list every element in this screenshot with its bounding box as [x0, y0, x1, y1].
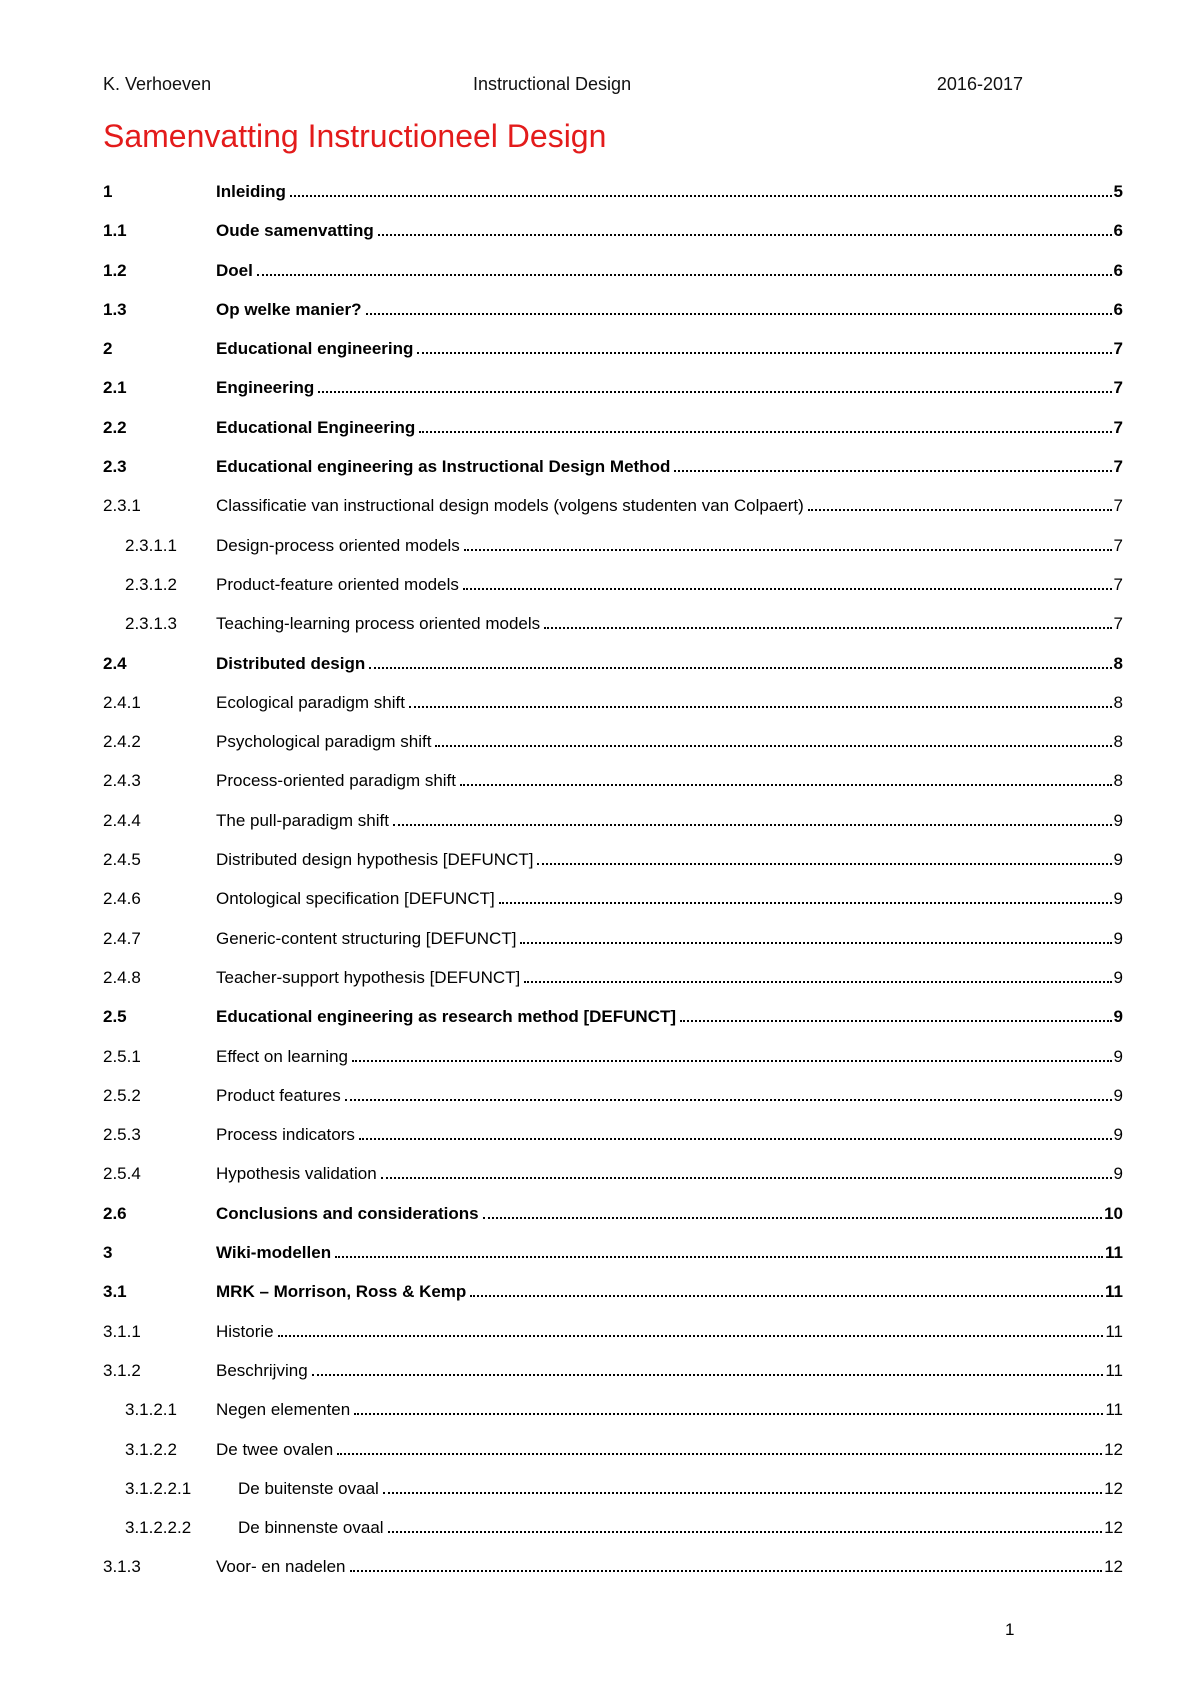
toc-entry-page: 7 [1113, 496, 1123, 516]
toc-entry-line [216, 535, 1123, 557]
toc-entry-line [216, 1556, 1123, 1578]
header-year: 2016-2017 [936, 74, 1023, 94]
toc-dot-leader [359, 1137, 1112, 1140]
toc-entry-page: 6 [1113, 299, 1123, 319]
toc-entry[interactable] [103, 846, 1123, 885]
toc-entry-label: Ecological paradigm shift [216, 692, 405, 712]
toc-entry-line [216, 338, 1123, 360]
toc-entry[interactable] [103, 650, 1123, 689]
toc-entry-label: Historie [216, 1321, 274, 1341]
toc-dot-leader [463, 587, 1112, 590]
toc-entry-label: Teaching-learning process oriented models [216, 614, 541, 634]
toc-entry-page: 11 [1105, 1400, 1123, 1420]
toc-entry-line [216, 692, 1123, 714]
toc-entry-page: 6 [1113, 221, 1123, 241]
toc-dot-leader [345, 1098, 1112, 1101]
toc-entry[interactable] [103, 807, 1123, 846]
toc-entry-line [216, 731, 1123, 753]
toc-entry[interactable] [103, 885, 1123, 924]
document-title: Samenvatting Instructioneel Design [103, 118, 607, 154]
toc-entry-line [216, 770, 1123, 792]
toc-entry-number: 2.3.1.3 [125, 614, 177, 634]
toc-entry-label: Teacher-support hypothesis [DEFUNCT] [216, 967, 521, 987]
toc-entry-number: 2.5.1 [103, 1046, 141, 1066]
toc-dot-leader [393, 823, 1112, 826]
page-header [103, 74, 1023, 100]
toc-entry-number: 2.3 [103, 457, 127, 477]
toc-entry-label: Engineering [216, 378, 315, 398]
toc-entry-label: Educational engineering [216, 339, 414, 359]
toc-entry-page: 11 [1105, 1282, 1123, 1302]
toc-entry-line [216, 574, 1123, 596]
toc-dot-leader [335, 1255, 1103, 1258]
toc-dot-leader [383, 1491, 1102, 1494]
toc-entry[interactable] [103, 728, 1123, 767]
toc-dot-leader [499, 901, 1112, 904]
toc-entry-number: 2.4.5 [103, 850, 141, 870]
toc-entry[interactable] [103, 1357, 1123, 1396]
toc-entry[interactable] [103, 1318, 1123, 1357]
toc-entry-label: Design-process oriented models [216, 535, 460, 555]
toc-dot-leader [409, 705, 1112, 708]
toc-dot-leader [544, 626, 1111, 629]
toc-entry-line [216, 377, 1123, 399]
toc-dot-leader [350, 1569, 1103, 1572]
toc-entry-number: 2.4.6 [103, 889, 141, 909]
toc-entry-line [216, 456, 1123, 478]
toc-entry-number: 1.3 [103, 299, 127, 319]
toc-entry-label: De buitenste ovaal [238, 1478, 379, 1498]
toc-entry-page: 9 [1113, 1085, 1123, 1105]
toc-entry[interactable] [103, 767, 1123, 806]
toc-entry-number: 1 [103, 182, 113, 201]
toc-entry-line [216, 1006, 1123, 1028]
toc-entry-page: 11 [1105, 1243, 1123, 1263]
toc-entry-page: 12 [1104, 1518, 1123, 1538]
toc-entry[interactable] [103, 257, 1123, 296]
toc-entry-page: 11 [1105, 1321, 1123, 1341]
toc-entry[interactable] [103, 1396, 1123, 1435]
toc-entry-page: 12 [1104, 1557, 1123, 1577]
header-course: Instructional Design [473, 74, 632, 94]
toc-entry-page: 10 [1104, 1203, 1123, 1223]
toc-dot-leader [674, 469, 1111, 472]
toc-entry-label: Beschrijving [216, 1360, 308, 1380]
toc-entry-line [216, 967, 1123, 989]
toc-entry-line [216, 495, 1123, 517]
toc-entry-line [216, 1046, 1123, 1068]
toc-dot-leader [337, 1452, 1102, 1455]
toc-entry-page: 7 [1113, 574, 1123, 594]
toc-entry[interactable] [103, 689, 1123, 728]
toc-entry-line [216, 1124, 1123, 1146]
toc-entry-number: 2.4.2 [103, 732, 141, 752]
toc-entry[interactable] [103, 1121, 1123, 1160]
toc-dot-leader [537, 862, 1111, 865]
toc-entry-page: 5 [1113, 182, 1123, 201]
toc-entry-label: Distributed design [216, 653, 366, 673]
toc-entry[interactable] [103, 532, 1123, 571]
toc-entry-number: 3.1.2 [103, 1360, 141, 1380]
toc-entry-line [216, 653, 1123, 675]
toc-entry-label: MRK – Morrison, Ross & Kemp [216, 1282, 467, 1302]
toc-entry-label: The pull-paradigm shift [216, 810, 389, 830]
toc-entry-number: 3.1.2.2.1 [125, 1478, 192, 1498]
toc-entry-line [216, 1321, 1123, 1343]
toc-entry-label: Hypothesis validation [216, 1164, 377, 1184]
toc-entry-number: 2.3.1.1 [125, 535, 177, 555]
toc-entry-label: De binnenste ovaal [238, 1518, 384, 1538]
toc-entry-line [216, 299, 1123, 321]
toc-entry-line [238, 1478, 1123, 1500]
toc-entry-label: Effect on learning [216, 1046, 348, 1066]
toc-dot-leader [378, 233, 1112, 236]
toc-entry-number: 3.1.2.1 [125, 1400, 177, 1420]
toc-entry-label: Educational engineering as research method [DEFUNCT] [216, 1007, 677, 1027]
toc-entry-number: 2.4.3 [103, 771, 141, 791]
toc-entry-line [216, 1085, 1123, 1107]
toc-entry[interactable] [103, 1514, 1123, 1553]
toc-entry-page: 9 [1113, 1007, 1123, 1027]
toc-entry-page: 7 [1113, 378, 1123, 398]
toc-entry[interactable] [103, 453, 1123, 492]
toc-entry-label: Generic-content structuring [DEFUNCT] [216, 928, 517, 948]
toc-entry-line [216, 417, 1123, 439]
toc-entry-label: Classificatie van instructional design models (volgens studenten van Colpaert) [216, 496, 804, 516]
toc-entry-number: 2.1 [103, 378, 127, 398]
toc-entry-label: Educational Engineering [216, 417, 416, 437]
toc-entry-page: 11 [1105, 1360, 1123, 1380]
toc-entry-number: 2.5.2 [103, 1085, 141, 1105]
toc-entry-label: Oude samenvatting [216, 221, 374, 241]
toc-entry-page: 12 [1104, 1478, 1123, 1498]
toc-entry-line [216, 849, 1123, 871]
toc-entry-number: 2.2 [103, 417, 127, 437]
toc-entry-number: 2.5.3 [103, 1125, 141, 1145]
toc-dot-leader [808, 508, 1112, 511]
toc-entry-line [216, 1360, 1123, 1382]
toc-entry-page: 8 [1113, 732, 1123, 752]
toc-entry-page: 12 [1104, 1439, 1123, 1459]
toc-entry-line [216, 260, 1123, 282]
toc-entry-number: 1.1 [103, 221, 127, 241]
toc-entry-label: Negen elementen [216, 1400, 351, 1420]
toc-entry-label: Product features [216, 1085, 341, 1105]
toc-entry-label: Ontological specification [DEFUNCT] [216, 889, 495, 909]
toc-entry[interactable] [103, 1003, 1123, 1042]
toc-entry-number: 2.3.1.2 [125, 574, 177, 594]
toc-entry-page: 6 [1113, 260, 1123, 280]
toc-entry-line [216, 1399, 1123, 1421]
toc-entry-number: 2.4.1 [103, 692, 141, 712]
toc-entry-label: Psychological paradigm shift [216, 732, 432, 752]
toc-entry[interactable] [103, 1043, 1123, 1082]
header-author: K. Verhoeven [103, 74, 212, 94]
toc-entry-line [238, 1517, 1123, 1539]
toc-entry-label: Distributed design hypothesis [DEFUNCT] [216, 850, 534, 870]
toc-dot-leader [366, 312, 1112, 315]
toc-entry-page: 7 [1113, 417, 1123, 437]
toc-entry-page: 9 [1113, 967, 1123, 987]
toc-entry[interactable] [103, 964, 1123, 1003]
table-of-contents [103, 178, 1123, 1593]
toc-dot-leader [318, 390, 1111, 393]
toc-entry[interactable] [103, 217, 1123, 256]
toc-dot-leader [464, 548, 1112, 551]
toc-entry-label: Process-oriented paradigm shift [216, 771, 457, 791]
toc-entry[interactable] [103, 1082, 1123, 1121]
toc-entry-label: Op welke manier? [216, 299, 362, 319]
toc-entry-page: 9 [1113, 1125, 1123, 1145]
toc-dot-leader [470, 1294, 1103, 1297]
toc-entry-page: 9 [1113, 928, 1123, 948]
toc-dot-leader [417, 351, 1111, 354]
toc-entry-page: 7 [1113, 535, 1123, 555]
toc-dot-leader [483, 1216, 1102, 1219]
toc-entry-line [216, 220, 1123, 242]
toc-dot-leader [388, 1530, 1103, 1533]
toc-entry[interactable] [103, 1278, 1123, 1317]
toc-dot-leader [352, 1059, 1112, 1062]
toc-entry[interactable] [103, 1553, 1123, 1592]
toc-dot-leader [369, 666, 1111, 669]
toc-entry-page: 9 [1113, 810, 1123, 830]
toc-entry[interactable] [103, 610, 1123, 649]
page-number: 1 [1005, 1620, 1015, 1639]
toc-entry-number: 3.1.1 [103, 1321, 141, 1341]
toc-entry-number: 3.1.2.2.2 [125, 1518, 192, 1538]
toc-entry[interactable] [103, 1200, 1123, 1239]
toc-entry-number: 2.4 [103, 653, 127, 673]
toc-entry-label: Process indicators [216, 1125, 355, 1145]
toc-dot-leader [520, 941, 1111, 944]
toc-entry-number: 2.6 [103, 1203, 127, 1223]
toc-dot-leader [278, 1334, 1104, 1337]
toc-dot-leader [312, 1373, 1104, 1376]
toc-entry-number: 3.1.3 [103, 1557, 141, 1577]
toc-entry-label: Inleiding [216, 182, 286, 201]
toc-dot-leader [257, 273, 1112, 276]
toc-entry[interactable] [103, 492, 1123, 531]
toc-entry-page: 7 [1113, 457, 1123, 477]
toc-entry-page: 9 [1113, 1164, 1123, 1184]
toc-entry[interactable] [103, 1436, 1123, 1475]
toc-entry-line [216, 1163, 1123, 1185]
toc-entry-page: 8 [1113, 653, 1123, 673]
toc-entry[interactable] [103, 925, 1123, 964]
toc-entry-page: 7 [1113, 614, 1123, 634]
toc-entry[interactable] [103, 571, 1123, 610]
toc-dot-leader [435, 744, 1111, 747]
toc-entry-page: 7 [1113, 339, 1123, 359]
toc-entry[interactable] [103, 296, 1123, 335]
toc-entry[interactable] [103, 374, 1123, 413]
toc-entry-label: Doel [216, 260, 253, 280]
toc-entry[interactable] [103, 414, 1123, 453]
toc-dot-leader [419, 430, 1111, 433]
toc-entry-page: 8 [1113, 771, 1123, 791]
toc-dot-leader [680, 1019, 1112, 1022]
toc-entry-number: 2.3.1 [103, 496, 141, 516]
toc-entry[interactable] [103, 1475, 1123, 1514]
toc-entry-number: 2.4.7 [103, 928, 141, 948]
toc-entry-page: 9 [1113, 1046, 1123, 1066]
toc-entry-label: Conclusions and considerations [216, 1203, 479, 1223]
toc-entry-label: Voor- en nadelen [216, 1557, 346, 1577]
toc-entry-line [216, 613, 1123, 635]
toc-entry-number: 3 [103, 1243, 113, 1263]
toc-entry-label: Educational engineering as Instructional Design Method [216, 457, 671, 477]
toc-dot-leader [524, 980, 1111, 983]
toc-entry-line [216, 888, 1123, 910]
toc-entry-label: De twee ovalen [216, 1439, 334, 1459]
toc-entry[interactable] [103, 1160, 1123, 1199]
toc-entry-number: 3.1.2.2 [125, 1439, 177, 1459]
toc-dot-leader [381, 1176, 1112, 1179]
toc-entry-number: 1.2 [103, 260, 127, 280]
toc-entry-number: 2.5.4 [103, 1164, 141, 1184]
toc-entry[interactable] [103, 1239, 1123, 1278]
toc-entry-line [216, 810, 1123, 832]
toc-entry-page: 9 [1113, 889, 1123, 909]
toc-entry-line [216, 181, 1123, 203]
toc-entry[interactable] [103, 335, 1123, 374]
toc-dot-leader [354, 1412, 1103, 1415]
toc-entry-line [216, 1439, 1123, 1461]
toc-entry-line [216, 1242, 1123, 1264]
toc-entry[interactable] [103, 178, 1123, 217]
toc-entry-line [216, 1281, 1123, 1303]
toc-entry-label: Wiki-modellen [216, 1243, 332, 1263]
toc-dot-leader [460, 783, 1112, 786]
toc-entry-number: 2.5 [103, 1007, 127, 1027]
toc-entry-line [216, 1203, 1123, 1225]
toc-entry-label: Product-feature oriented models [216, 574, 459, 594]
toc-entry-page: 8 [1113, 692, 1123, 712]
toc-entry-number: 2 [103, 339, 113, 359]
toc-entry-line [216, 928, 1123, 950]
toc-entry-page: 9 [1113, 850, 1123, 870]
toc-entry-number: 2.4.8 [103, 967, 141, 987]
toc-dot-leader [290, 194, 1112, 197]
toc-entry-number: 2.4.4 [103, 810, 141, 830]
toc-entry-number: 3.1 [103, 1282, 127, 1302]
